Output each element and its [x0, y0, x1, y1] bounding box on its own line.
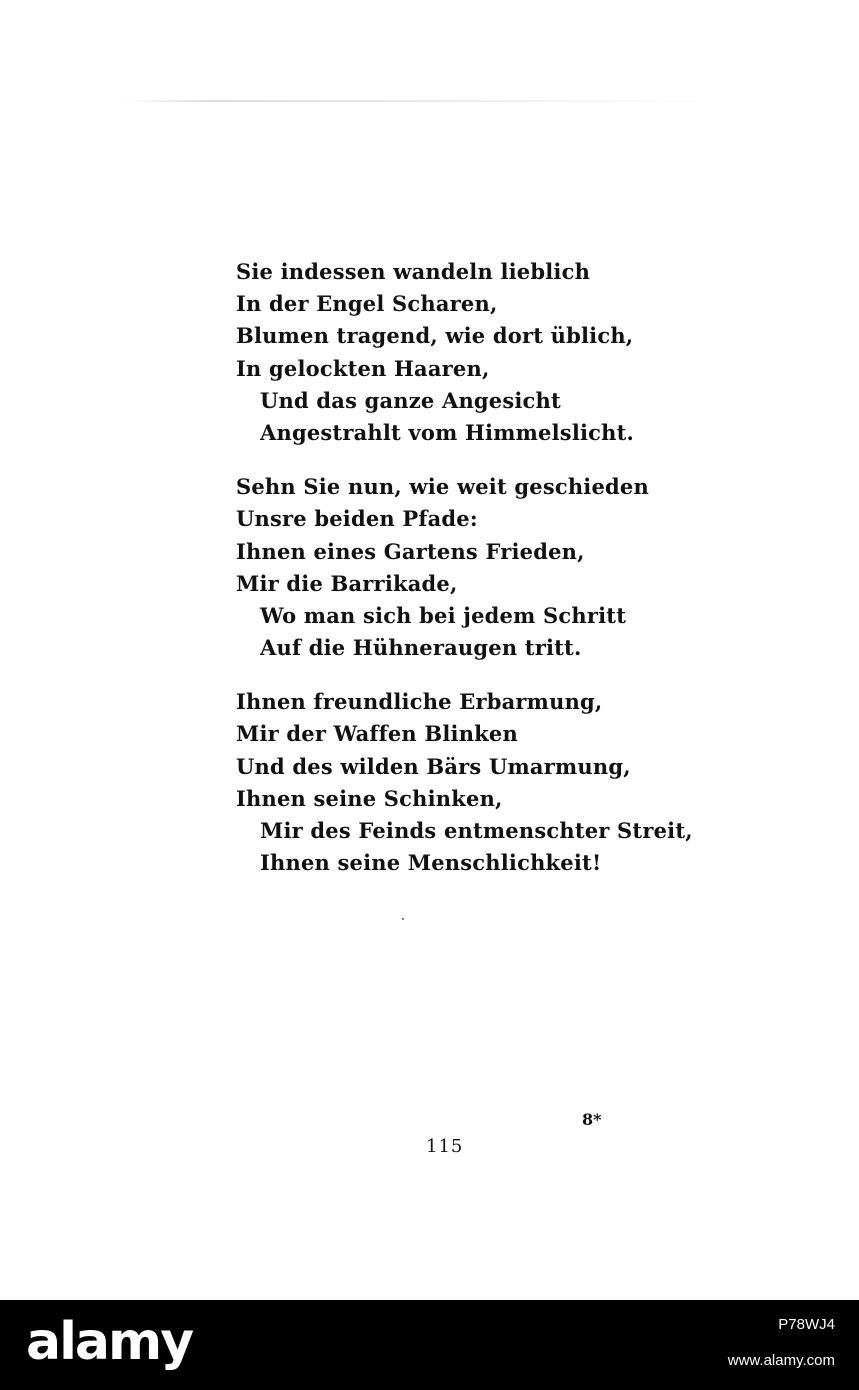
- poem-line: Ihnen freundliche Erbarmung,: [236, 689, 603, 715]
- poem-line-indented: Wo man sich bei jedem Schritt: [260, 602, 627, 628]
- watermark-footer: [0, 1300, 859, 1390]
- page-number: 115: [426, 1136, 464, 1157]
- alamy-logo: alamy: [26, 1312, 193, 1372]
- scan-artifact-line: [120, 100, 720, 102]
- poem-line-indented: Auf die Hühneraugen tritt.: [260, 635, 582, 661]
- poem-line-indented: Ihnen seine Menschlichkeit!: [260, 850, 602, 876]
- poem-line: Und des wilden Bärs Umarmung,: [236, 753, 631, 779]
- poem-line-indented: Angestrahlt vom Himmelslicht.: [260, 419, 635, 445]
- poem-line: Blumen tragend, wie dort üblich,: [236, 323, 634, 349]
- poem-line-indented: Und das ganze Angesicht: [260, 387, 561, 413]
- stanza-2: [236, 471, 693, 664]
- ink-speck: [402, 918, 404, 920]
- footer-url: www.alamy.com: [727, 1352, 835, 1369]
- stanza-3: [236, 686, 693, 879]
- poem-line: Mir der Waffen Blinken: [236, 721, 518, 747]
- signature-mark: 8*: [582, 1110, 602, 1129]
- poem-line: Unsre beiden Pfade:: [236, 506, 478, 532]
- poem: [236, 256, 693, 901]
- stanza-1: [236, 256, 693, 449]
- poem-line-indented: Mir des Feinds entmenschter Streit,: [260, 818, 693, 843]
- image-id: P78WJ4: [778, 1316, 835, 1333]
- poem-line: Sie indessen wandeln lieblich: [236, 259, 591, 284]
- poem-line: Ihnen eines Gartens Frieden,: [236, 538, 585, 564]
- poem-line: Ihnen seine Schinken,: [236, 785, 503, 811]
- poem-line: Sehn Sie nun, wie weit geschieden: [236, 474, 649, 500]
- poem-line: In der Engel Scharen,: [236, 291, 498, 317]
- poem-line: Mir die Barrikade,: [236, 570, 458, 596]
- poem-line: In gelockten Haaren,: [236, 355, 490, 381]
